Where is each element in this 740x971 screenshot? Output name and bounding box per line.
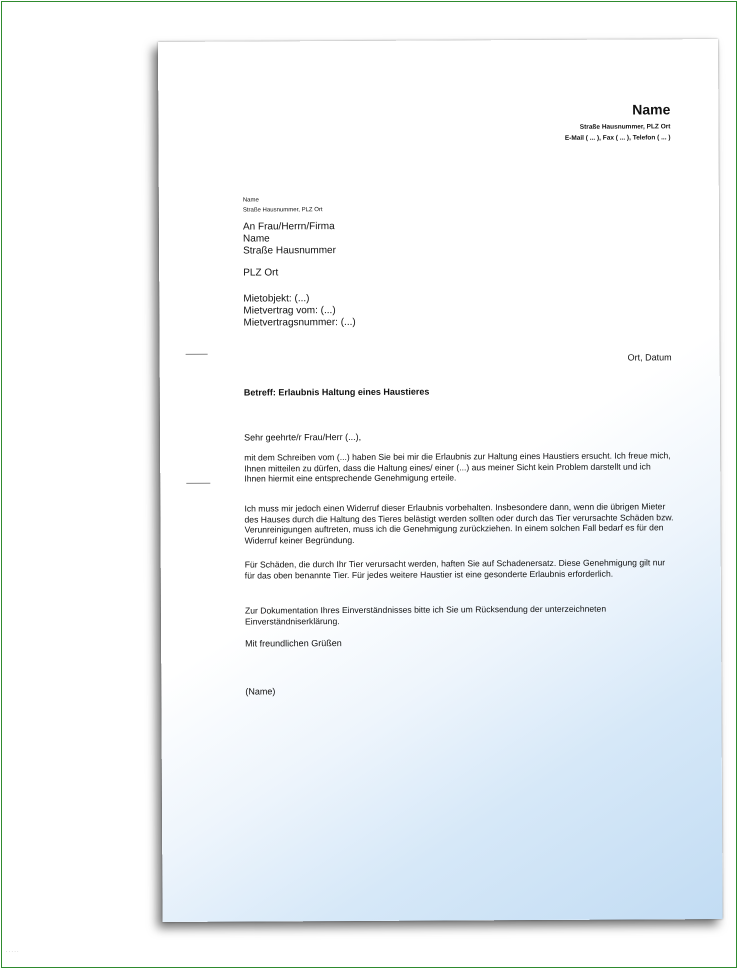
place-date: Ort, Datum (627, 352, 672, 363)
letter-page (158, 39, 723, 922)
recipient-line-3: Straße Hausnummer (243, 245, 336, 257)
paragraph-3: Für Schäden, die durch Ihr Tier verursacht werden, haften Sie auf Schadenersatz. Diese Genehmigung gilt nur für das oben benannte Tier. Für jedes weitere Haustier ist eine gesonderte Erlaubnis erforderlich. (244, 557, 666, 581)
subject-line: Betreff: Erlaubnis Haltung eines Haustieres (243, 386, 430, 398)
fold-mark-middle (186, 483, 210, 484)
reference-object: Mietobjekt: (...) (243, 293, 310, 305)
recipient-line-1: An Frau/Herrn/Firma (242, 221, 335, 233)
sender-contact: E-Mail ( ... ), Fax ( ... ), Telefon ( ... ) (564, 134, 671, 142)
salutation: Sehr geehrte/r Frau/Herr (...), (244, 431, 362, 443)
return-address-street: Straße Hausnummer, PLZ Ort (242, 207, 323, 214)
return-address-name: Name (242, 197, 259, 204)
recipient-line-2: Name (243, 233, 270, 245)
fold-mark-top (186, 354, 208, 355)
recipient-line-4: PLZ Ort (243, 267, 279, 279)
reference-contract-date: Mietvertrag vom: (...) (243, 305, 336, 317)
closing: Mit freundlichen Grüßen (245, 638, 342, 649)
paragraph-4: Zur Dokumentation Ihres Einverständnisses bitte ich Sie um Rücksendung der unterzeichneten Einverständniserklärung. (244, 603, 607, 627)
reference-contract-number: Mietvertragsnummer: (...) (243, 316, 356, 329)
paragraph-1: mit dem Schreiben vom (...) haben Sie bei mir die Erlaubnis zur Haltung eines Haustiers ersucht. Ich freue mich, Ihnen mitteilen zu dürfen, dass die Haltung eines/ einer (...) aus meiner Sicht kein Problem darstellt und ich Ihnen hiermit eine entsprechende Genehmigung erteile. (244, 450, 671, 484)
sender-name: Name (632, 101, 671, 118)
paragraph-2: Ich muss mir jedoch einen Widerruf dieser Erlaubnis vorbehalten. Insbesondere dann, wenn die übrigen Mieter des Hauses durch die Haltung des Tieres belästigt werden sollten oder durch das Tier verursachte Schäden bzw. Verunreinigungen auftreten, muss ich die Genehmigung zurückziehen. In einem solchen Fall bedarf es für den Widerruf keiner Begründung. (244, 501, 674, 546)
signature: (Name) (245, 686, 276, 697)
sender-street: Straße Hausnummer, PLZ Ort (579, 123, 671, 131)
watermark-mark: . . . . . (6, 948, 19, 954)
